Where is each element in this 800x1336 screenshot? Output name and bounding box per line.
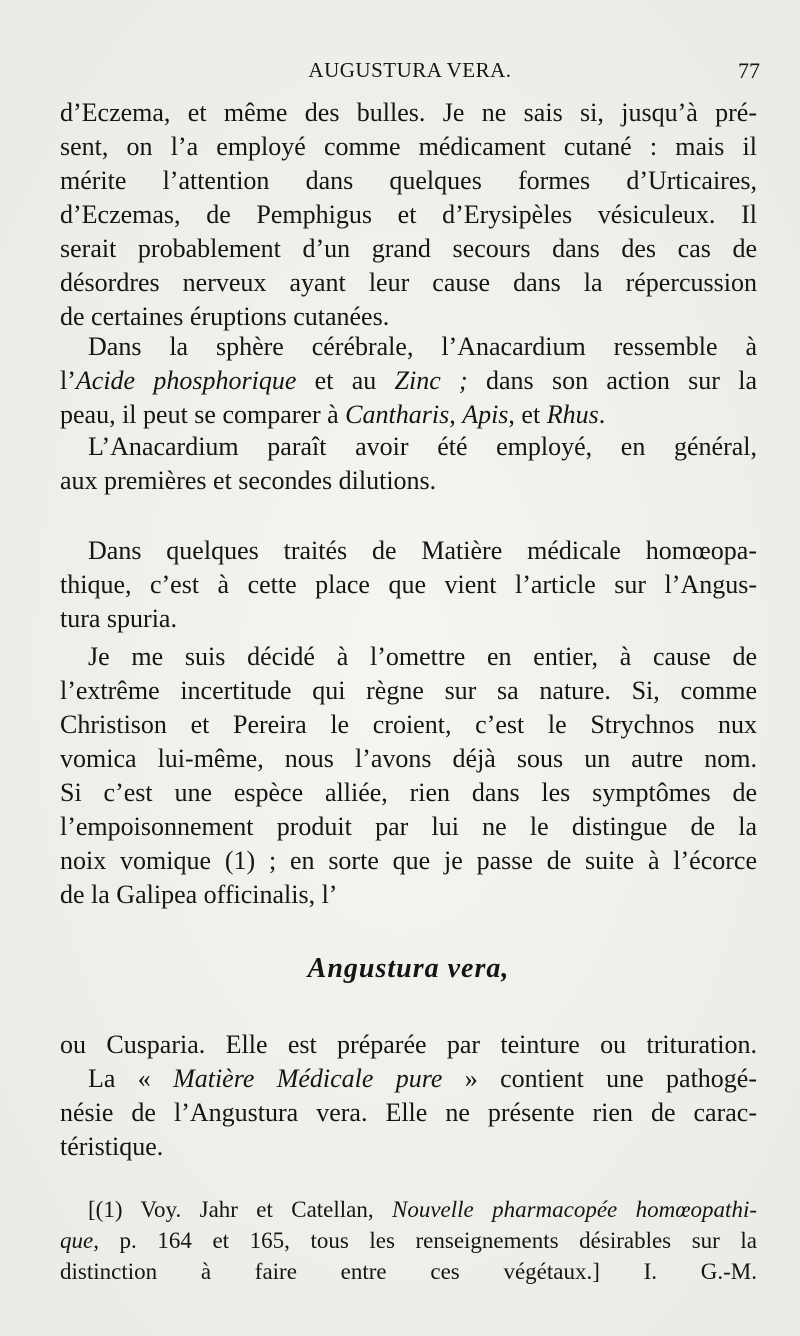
italic-term: Acide phosphorique — [75, 366, 297, 395]
text-line: L’Anacardium paraît avoir été employé, en général, — [88, 432, 757, 461]
text-line: sent, on l’a employé comme médicament cutané : mais il — [60, 132, 757, 161]
text-line: vomica lui-même, nous l’avons déjà sous un autre nom. — [60, 744, 757, 773]
text-line: téristique. — [60, 1132, 164, 1161]
italic-title: que — [60, 1228, 94, 1253]
paragraph-4 — [60, 534, 757, 636]
footnote-signature: I. G.-M. — [643, 1259, 757, 1284]
text-line: l’empoisonnement produit par lui ne le distingue de la — [60, 812, 757, 841]
section-heading-block — [60, 952, 757, 986]
italic-title: Nouvelle pharmacopée homœopathi- — [391, 1197, 757, 1222]
text-line: Si c’est une espèce alliée, rien dans les symptômes de — [60, 778, 757, 807]
paragraph-1 — [60, 96, 757, 334]
text-line: désordres nerveux ayant leur cause dans la répercussion — [60, 268, 757, 297]
paragraph-3 — [60, 430, 757, 498]
text-line: Dans quelques traités de Matière médicale homœopa- — [88, 536, 757, 565]
italic-term: Cantharis — [345, 400, 450, 429]
text-line: l’extrême incertitude qui règne sur sa nature. Si, comme — [60, 676, 757, 705]
text-line: d’Eczemas, de Pemphigus et d’Erysipèles vésiculeux. Il — [60, 200, 757, 229]
text-line: Christison et Pereira le croient, c’est le Strychnos nux — [60, 710, 757, 739]
text-line: tura spuria. — [60, 604, 177, 633]
paragraph-2 — [60, 330, 757, 432]
footnote-line: [(1) Voy. Jahr et Catellan, Nouvelle pharmacopée homœopathi- — [88, 1197, 757, 1222]
text-line: d’Eczema, et même des bulles. Je ne sais si, jusqu’à pré- — [60, 98, 757, 127]
footnote-line: que, p. 164 et 165, tous les renseignements désirables sur la — [60, 1228, 757, 1253]
page-header — [60, 58, 760, 88]
text-line: peau, il peut se comparer à Cantharis, Apis, et Rhus. — [60, 400, 606, 429]
text-line: Je me suis décidé à l’omettre en entier, à cause de — [88, 642, 757, 671]
text-line: nésie de l’Angustura vera. Elle ne présente rien de carac- — [60, 1098, 757, 1127]
text-line: de la Galipea officinalis, l’ — [60, 880, 338, 909]
footnote-line: distinction à faire entre ces végétaux.] I. G.-M. — [60, 1259, 757, 1284]
paragraph-6 — [60, 1028, 757, 1062]
section-heading: Angustura vera, — [307, 953, 510, 984]
text-line: Dans la sphère cérébrale, l’Anacardium ressemble à — [88, 332, 757, 361]
text-line: de certaines éruptions cutanées. — [60, 302, 390, 331]
text-line: serait probablement d’un grand secours dans des cas de — [60, 234, 757, 263]
running-title: AUGUSTURA VERA. — [308, 58, 512, 82]
footnote — [60, 1194, 757, 1287]
paragraph-7 — [60, 1062, 757, 1164]
paragraph-5 — [60, 640, 757, 912]
page-number: 77 — [738, 58, 760, 83]
text-line: ou Cusparia. Elle est préparée par teinture ou trituration. — [60, 1030, 757, 1059]
text-line: thique, c’est à cette place que vient l’article sur l’Angus- — [60, 570, 757, 599]
text-line: mérite l’attention dans quelques formes d’Urticaires, — [60, 166, 757, 195]
italic-term: Zinc ; — [394, 366, 468, 395]
text-line: noix vomique (1) ; en sorte que je passe de suite à l’écorce — [60, 846, 757, 875]
italic-term: Matière Médicale pure — [173, 1064, 443, 1093]
text-line: La « Matière Médicale pure » contient une pathogé- — [88, 1064, 757, 1093]
text-line: l’Acide phosphorique et au Zinc ; dans son action sur la — [60, 366, 757, 395]
italic-term: Rhus — [546, 400, 599, 429]
text-line: aux premières et secondes dilutions. — [60, 466, 437, 495]
italic-term: Apis — [462, 400, 509, 429]
